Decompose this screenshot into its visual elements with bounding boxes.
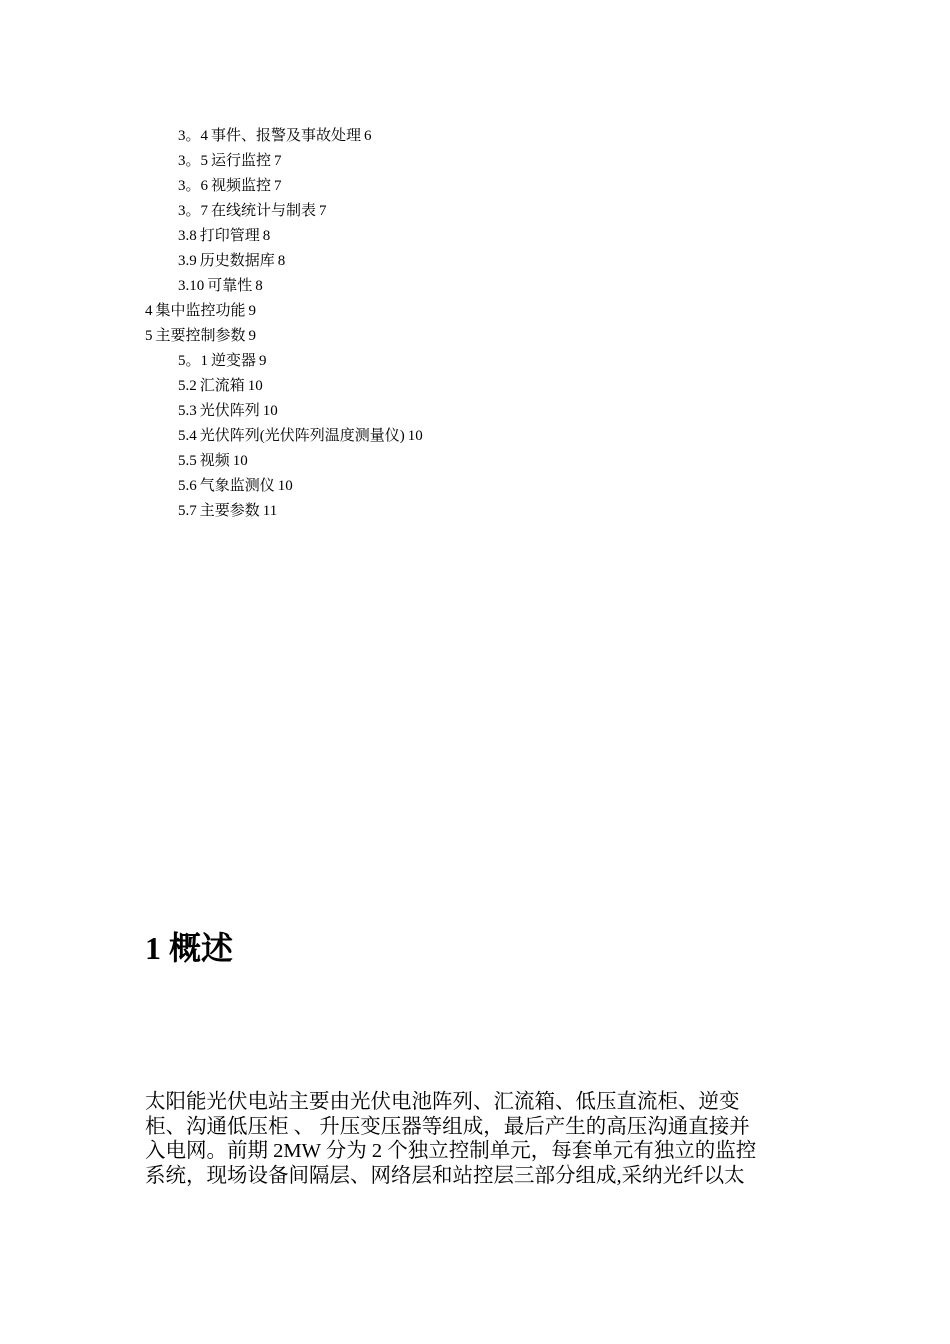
toc-entry-number: 3。7 bbox=[178, 203, 209, 219]
section-heading bbox=[145, 926, 233, 970]
toc-entry-title: 气象监测仪 bbox=[199, 478, 275, 494]
toc-entry-number: 3。6 bbox=[178, 178, 209, 194]
toc-entry-number: 5。1 bbox=[178, 353, 209, 369]
toc-entry[interactable] bbox=[145, 299, 745, 324]
toc-entry[interactable] bbox=[145, 149, 745, 174]
toc-entry-title: 打印管理 bbox=[199, 228, 260, 244]
toc-entry-page: 9 bbox=[248, 328, 257, 344]
toc-entry[interactable] bbox=[145, 474, 745, 499]
toc-entry-number: 5.4 bbox=[178, 428, 197, 444]
toc-entry[interactable] bbox=[145, 399, 745, 424]
toc-entry-page: 10 bbox=[232, 453, 248, 469]
paragraph-line: 系统，现场设备间隔层、网络层和站控层三部分组成,采纳光纤以太 bbox=[145, 1164, 745, 1187]
toc-entry-number: 5.3 bbox=[178, 403, 197, 419]
toc-entry-title: 主要控制参数 bbox=[155, 328, 246, 344]
toc-entry-page: 10 bbox=[247, 378, 263, 394]
toc-entry-title: 主要参数 bbox=[199, 503, 260, 519]
toc-entry-page: 7 bbox=[319, 203, 327, 219]
toc-entry-title: 事件、报警及事故处理 bbox=[211, 128, 362, 144]
paragraph-line: 太阳能光伏电站主要由光伏电池阵列、汇流箱、低压直流柜、逆变 bbox=[145, 1091, 740, 1113]
toc-entry[interactable] bbox=[145, 124, 745, 149]
toc-entry-title: 视频监控 bbox=[211, 178, 272, 194]
toc-entry-page: 8 bbox=[255, 278, 263, 294]
toc-entry[interactable] bbox=[145, 199, 745, 224]
toc-entry[interactable] bbox=[145, 324, 745, 349]
toc-entry-page: 8 bbox=[262, 228, 271, 244]
toc-entry-number: 5.2 bbox=[178, 378, 197, 394]
toc-entry-number: 4 bbox=[145, 303, 153, 319]
paragraph-line: 入电网。前期 2MW 分为 2 个独立控制单元，每套单元有独立的监控 bbox=[145, 1140, 757, 1162]
toc-entry-title: 逆变器 bbox=[211, 353, 257, 369]
toc-entry-number: 3。4 bbox=[178, 128, 209, 144]
toc-entry[interactable] bbox=[145, 374, 745, 399]
toc-entry[interactable] bbox=[145, 274, 745, 299]
toc-entry-title: 汇流箱 bbox=[199, 378, 245, 394]
toc-entry[interactable] bbox=[145, 224, 745, 249]
toc-entry-page: 11 bbox=[262, 503, 278, 519]
toc-entry-title: 集中监控功能 bbox=[155, 303, 246, 319]
toc-entry[interactable] bbox=[145, 424, 745, 449]
toc-entry[interactable] bbox=[145, 249, 745, 274]
toc-entry-page: 9 bbox=[248, 303, 257, 319]
toc-entry[interactable] bbox=[145, 499, 745, 524]
toc-entry-title: 在线统计与制表 bbox=[211, 203, 317, 219]
toc-entry-title: 历史数据库 bbox=[199, 253, 275, 269]
toc-entry-number: 3。5 bbox=[178, 153, 209, 169]
toc-entry-number: 3.10 bbox=[178, 278, 205, 294]
toc-entry[interactable] bbox=[145, 174, 745, 199]
toc-entry[interactable] bbox=[145, 349, 745, 374]
toc-entry-number: 3.8 bbox=[178, 228, 197, 244]
toc-entry-page: 8 bbox=[277, 253, 286, 269]
table-of-contents bbox=[145, 124, 745, 524]
toc-entry-number: 5.5 bbox=[178, 453, 197, 469]
toc-entry-title: 视频 bbox=[199, 453, 230, 469]
toc-entry-page: 9 bbox=[259, 353, 267, 369]
toc-entry-title: 光伏阵列(光伏阵列温度测量仪) bbox=[199, 428, 405, 444]
toc-entry-page: 10 bbox=[262, 403, 278, 419]
toc-entry-title: 可靠性 bbox=[207, 278, 253, 294]
section-paragraph bbox=[145, 1090, 810, 1188]
toc-entry-page: 10 bbox=[407, 428, 423, 444]
toc-entry-page: 10 bbox=[277, 478, 293, 494]
toc-entry[interactable] bbox=[145, 449, 745, 474]
section-number: 1 bbox=[145, 930, 161, 966]
toc-entry-number: 3.9 bbox=[178, 253, 197, 269]
toc-entry-page: 7 bbox=[274, 153, 282, 169]
toc-entry-page: 7 bbox=[274, 178, 282, 194]
toc-entry-number: 5 bbox=[145, 328, 153, 344]
paragraph-line: 柜、沟通低压柜 、 升压变压器等组成，最后产生的高压沟通直接并 bbox=[145, 1115, 750, 1138]
toc-entry-page: 6 bbox=[364, 128, 372, 144]
toc-entry-title: 光伏阵列 bbox=[199, 403, 260, 419]
toc-entry-number: 5.7 bbox=[178, 503, 197, 519]
section-title: 概述 bbox=[169, 930, 234, 966]
toc-entry-number: 5.6 bbox=[178, 478, 197, 494]
toc-entry-title: 运行监控 bbox=[211, 153, 272, 169]
